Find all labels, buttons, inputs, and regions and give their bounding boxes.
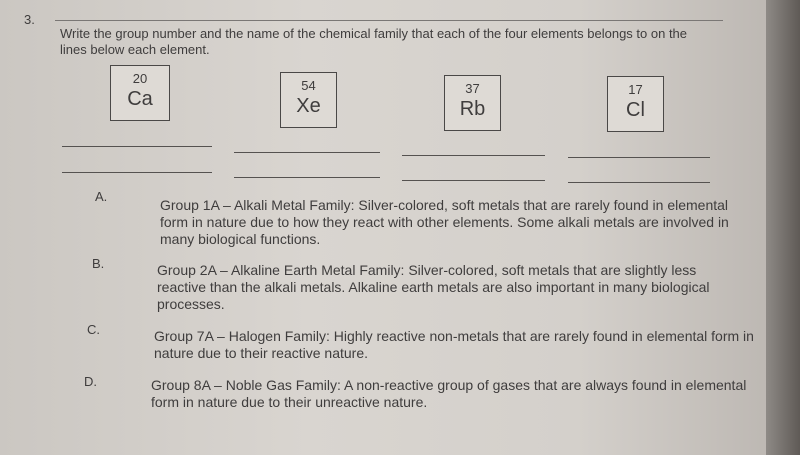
option-text-d: Group 8A – Noble Gas Family: A non-reactive group of gases that are always found in elemental form in nature due to their unreactive nature. [151,377,747,410]
top-rule [55,20,723,21]
option-text-a: Group 1A – Alkali Metal Family: Silver-colored, soft metals that are rarely found in elemental form in nature due to how they react with other elements. Some alkali metals are involved in many biological functions. [160,197,729,247]
answer-line[interactable] [62,172,212,173]
option-letter-b: B. [92,256,105,271]
question-text: Write the group number and the name of the chemical family that each of the four elements belongs to on the lines below each element. [60,26,688,57]
answer-line[interactable] [568,182,710,183]
element-box-rubidium [444,75,501,131]
element-symbol: Rb [459,98,486,120]
element-box-calcium [110,65,170,121]
atomic-number: 54 [301,78,316,93]
answer-line[interactable] [234,177,380,178]
element-symbol: Ca [127,88,153,110]
element-box-chlorine [607,76,664,132]
atomic-number: 17 [628,82,643,97]
atomic-number: 37 [465,81,480,96]
option-text-c: Group 7A – Halogen Family: Highly reactive non-metals that are rarely found in elemental form in nature due to their reactive nature. [154,328,754,361]
answer-line[interactable] [568,157,710,158]
element-box-xenon [280,72,337,128]
question-number: 3. [24,12,35,27]
atomic-number: 20 [132,71,148,86]
answer-line[interactable] [234,152,380,153]
answer-line[interactable] [62,146,212,147]
answer-line[interactable] [402,180,545,181]
option-letter-d: D. [84,374,97,389]
option-text-b: Group 2A – Alkaline Earth Metal Family: Silver-colored, soft metals that are slightly less reactive than the alkali metals. Alkaline earth metals are also important in many biological processes. [157,262,710,312]
option-letter-a: A. [95,189,108,204]
page-edge-shadow [766,0,800,455]
option-letter-c: C. [87,322,100,337]
answer-line[interactable] [402,155,545,156]
element-symbol: Cl [626,99,645,121]
element-symbol: Xe [296,95,321,117]
